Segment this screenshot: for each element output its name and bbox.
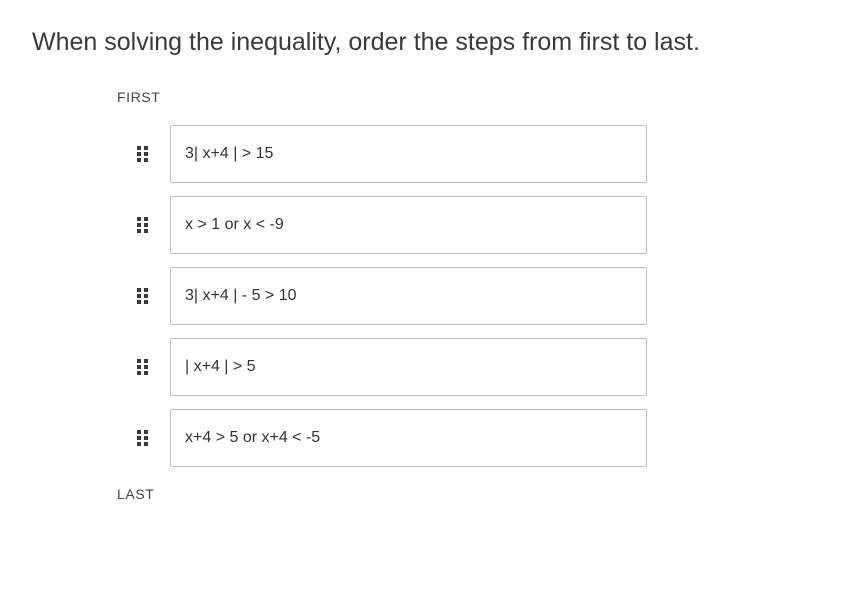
step-text: x+4 > 5 or x+4 < -5 [185, 429, 321, 446]
step-item[interactable] [0, 125, 857, 183]
last-label: LAST [117, 486, 155, 502]
drag-handle-icon[interactable] [136, 429, 150, 447]
step-text: 3| x+4 | - 5 > 10 [185, 287, 297, 304]
question-prompt: When solving the inequality, order the steps from first to last. [32, 28, 700, 56]
step-item[interactable] [0, 267, 857, 325]
step-item[interactable] [0, 338, 857, 396]
step-item[interactable] [0, 409, 857, 467]
drag-handle-icon[interactable] [136, 145, 150, 163]
step-text: x > 1 or x < -9 [185, 216, 284, 233]
step-card[interactable] [170, 196, 647, 254]
drag-handle-icon[interactable] [136, 216, 150, 234]
step-card[interactable] [170, 267, 647, 325]
step-card[interactable] [170, 125, 647, 183]
drag-handle-icon[interactable] [136, 287, 150, 305]
first-label: FIRST [117, 89, 161, 105]
step-card[interactable] [170, 338, 647, 396]
drag-handle-icon[interactable] [136, 358, 150, 376]
step-text: 3| x+4 | > 15 [185, 145, 274, 162]
step-text: | x+4 | > 5 [185, 358, 256, 375]
step-item[interactable] [0, 196, 857, 254]
step-card[interactable] [170, 409, 647, 467]
